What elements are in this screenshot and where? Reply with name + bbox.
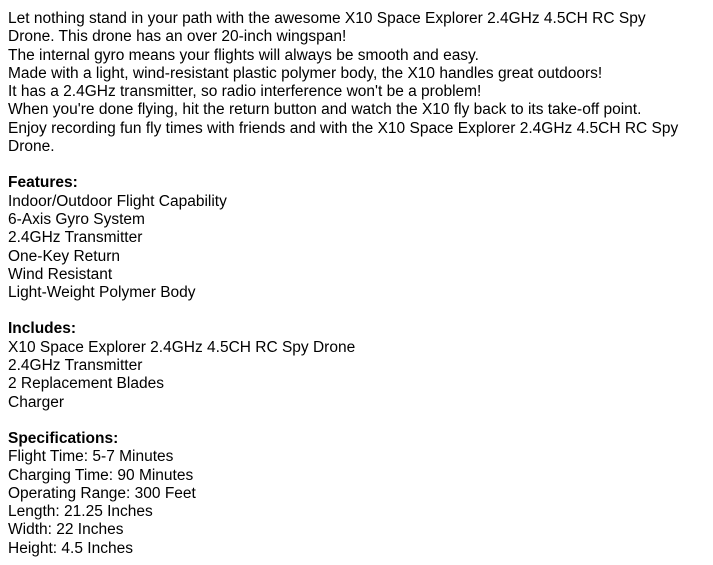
list-item: X10 Space Explorer 2.4GHz 4.5CH RC Spy Drone [8,338,356,356]
description-line: Let nothing stand in your path with the awesome X10 Space Explorer 2.4GHz 4.5CH RC Spy [8,10,646,27]
list-item: Height: 4.5 Inches [8,539,133,557]
list-item: Flight Time: 5-7 Minutes [8,448,174,466]
description-line: Drone. This drone has an over 20-inch wingspan! [8,28,347,46]
includes-heading: Includes: [8,320,77,338]
list-item: Width: 22 Inches [8,521,124,539]
list-item: 6-Axis Gyro System [8,210,145,228]
specifications-heading: Specifications: [8,429,119,447]
description-line: It has a 2.4GHz transmitter, so radio interference won't be a problem! [8,83,482,101]
list-item: Operating Range: 300 Feet [8,484,196,502]
specifications-list [8,448,705,558]
description-line: Made with a light, wind-resistant plastic polymer body, the X10 handles great outdoors! [8,64,603,82]
list-item: Length: 21.25 Inches [8,503,153,521]
list-item: Indoor/Outdoor Flight Capability [8,192,227,210]
list-item: 2.4GHz Transmitter [8,357,143,375]
list-item: One-Key Return [8,247,120,265]
list-item: Charger [8,393,64,411]
list-item: 2.4GHz Transmitter [8,229,143,247]
list-item: Light-Weight Polymer Body [8,284,196,302]
specifications-section [8,430,705,558]
description-line: Enjoy recording fun fly times with friends and with the X10 Space Explorer 2.4GHz 4.5CH RC Spy [8,119,679,137]
includes-section [8,320,705,411]
list-item: 2 Replacement Blades [8,375,164,393]
list-item: Charging Time: 90 Minutes [8,466,194,484]
list-item: Wind Resistant [8,265,113,283]
features-list [8,193,705,303]
description-line: When you're done flying, hit the return button and watch the X10 fly back to its take-off point. [8,101,642,119]
features-heading: Features: [8,174,78,192]
description-paragraph [8,10,705,156]
includes-list [8,339,705,412]
description-line: Drone. [8,138,55,156]
features-section [8,174,705,302]
description-line: The internal gyro means your flights will always be smooth and easy. [8,46,479,64]
